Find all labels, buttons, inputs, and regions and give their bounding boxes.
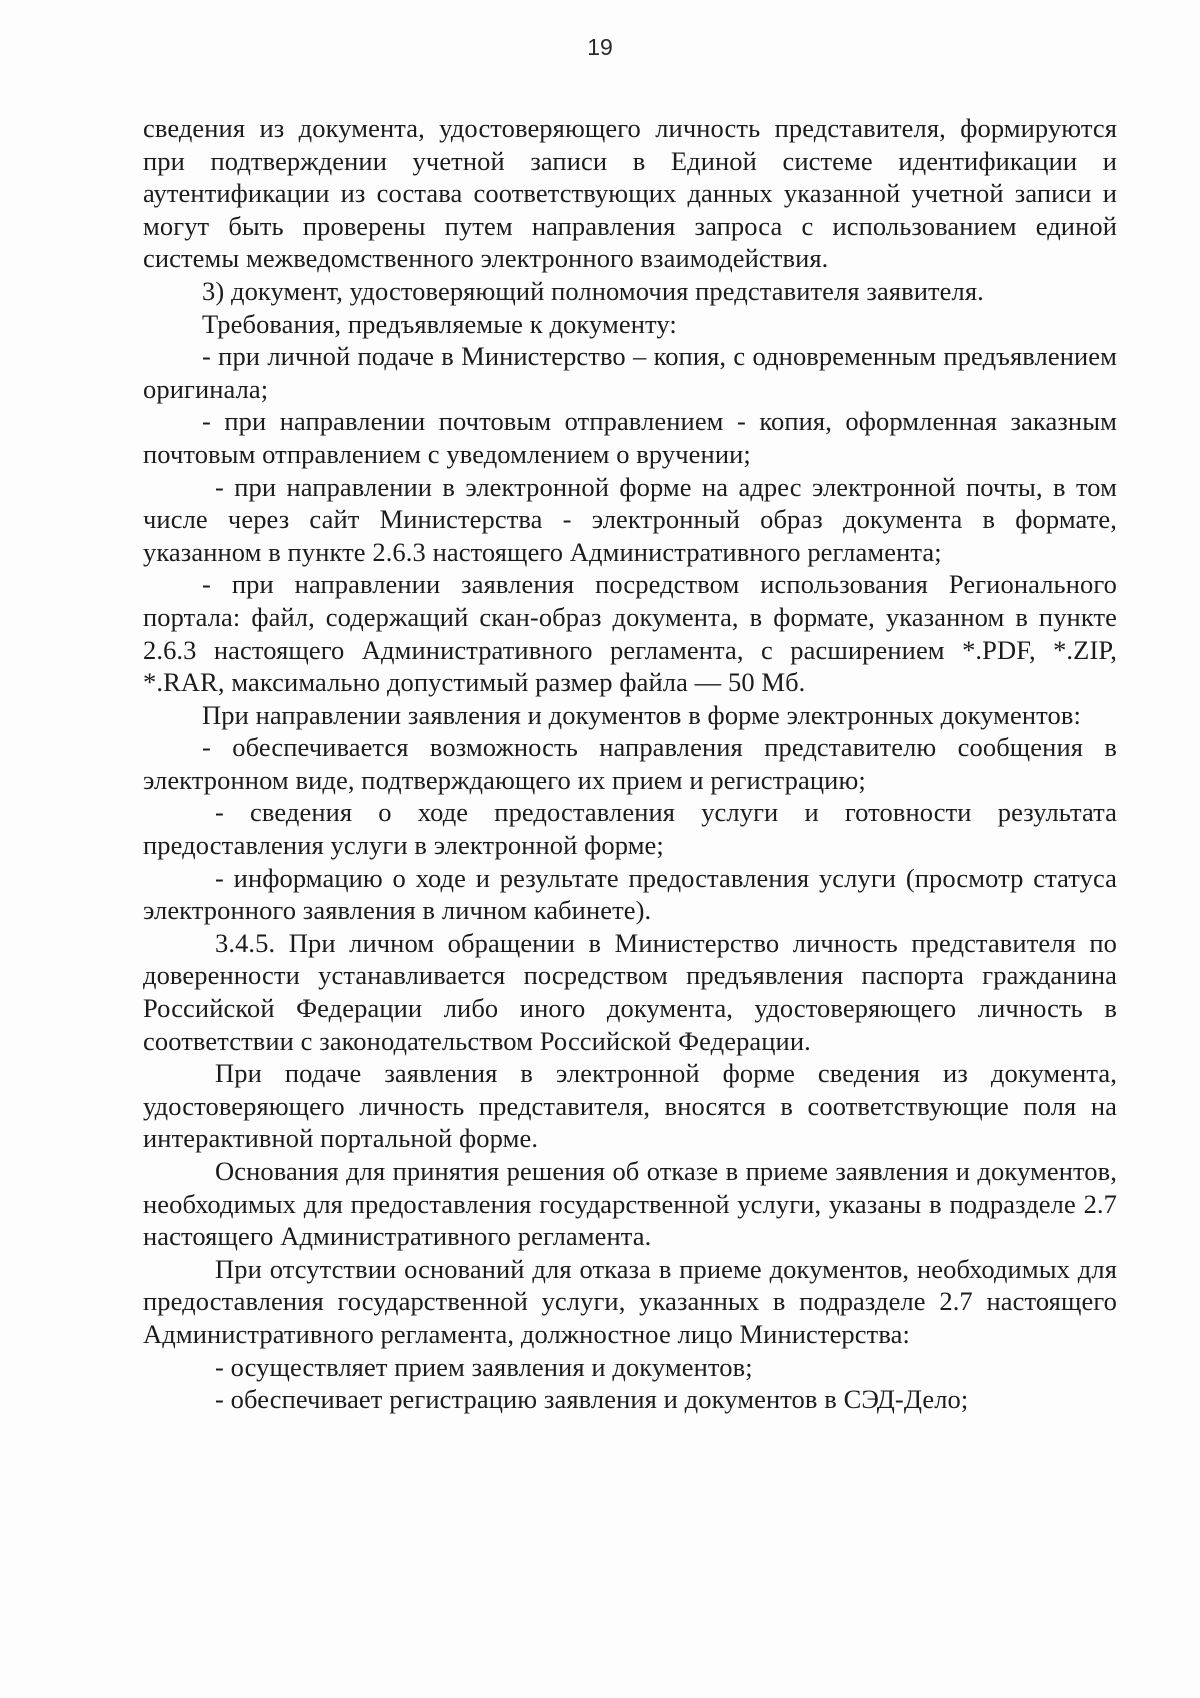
- list-item: - обеспечивает регистрацию заявления и документов в СЭД-Дело;: [215, 1384, 969, 1415]
- list-item: - при направлении заявления посредством использования Регионального портала: файл, содержащий скан-образ документа, в формате, указанном в пункте 2.6.3 настоящего Административного регламента, с расширением *.PDF, *.ZIP, *.RAR, максимально допустимый размер файла — 50 Мб.: [143, 569, 1117, 698]
- list-item: - осуществляет прием заявления и документов;: [215, 1351, 753, 1382]
- list-item: - информацию о ходе и результате предоставления услуги (просмотр статуса электронного заявления в личном кабинете).: [143, 862, 1117, 926]
- paragraph: Основания для принятия решения об отказе в приеме заявления и документов, необходимых для предоставления государственной услуги, указаны в подразделе 2.7 настоящего Административного регламента.: [143, 1156, 1117, 1252]
- paragraph: При направлении заявления и документов в форме электронных документов:: [202, 699, 1081, 730]
- paragraph: сведения из документа, удостоверяющего личность представителя, формируются при подтверждении учетной записи в Единой системе идентификации и аутентификации из состава соответствующих данных указанной учетной записи и могут быть проверены путем направления запроса с использованием единой системы межведомственного электронного взаимодействия.: [143, 113, 1117, 274]
- paragraph: 3.4.5. При личном обращении в Министерство личность представителя по доверенности устанавливается посредством предъявления паспорта гражданина Российской Федерации либо иного документа, удостоверяющего личность в соответствии с законодательством Российской Федерации.: [143, 927, 1117, 1056]
- paragraph: При отсутствии оснований для отказа в приеме документов, необходимых для предоставления государственной услуги, указанных в подразделе 2.7 настоящего Административного регламента, должностное лицо Министерства:: [143, 1253, 1117, 1349]
- paragraph: Требования, предъявляемые к документу:: [202, 308, 677, 339]
- list-item: - обеспечивается возможность направления представителю сообщения в электронном виде, подтверждающего их прием и регистрацию;: [143, 732, 1117, 795]
- document-body: [143, 112, 1117, 1416]
- paragraph: При подаче заявления в электронной форме сведения из документа, удостоверяющего личность представителя, вносятся в соответствующие поля на интерактивной портальной форме.: [143, 1058, 1117, 1154]
- list-item: - при направлении в электронной форме на адрес электронной почты, в том числе через сайт Министерства - электронный образ документа в формате, указанном в пункте 2.6.3 настоящего Административного регламента;: [143, 471, 1117, 567]
- list-item: - при направлении почтовым отправлением - копия, оформленная заказным почтовым отправлением с уведомлением о вручении;: [143, 406, 1117, 469]
- paragraph: 3) документ, удостоверяющий полномочия представителя заявителя.: [202, 275, 984, 306]
- list-item: - при личной подаче в Министерство – копия, с одновременным предъявлением оригинала;: [143, 341, 1117, 404]
- list-item: - сведения о ходе предоставления услуги и готовности результата предоставления услуги в электронной форме;: [143, 797, 1117, 861]
- page-number: 19: [587, 34, 613, 60]
